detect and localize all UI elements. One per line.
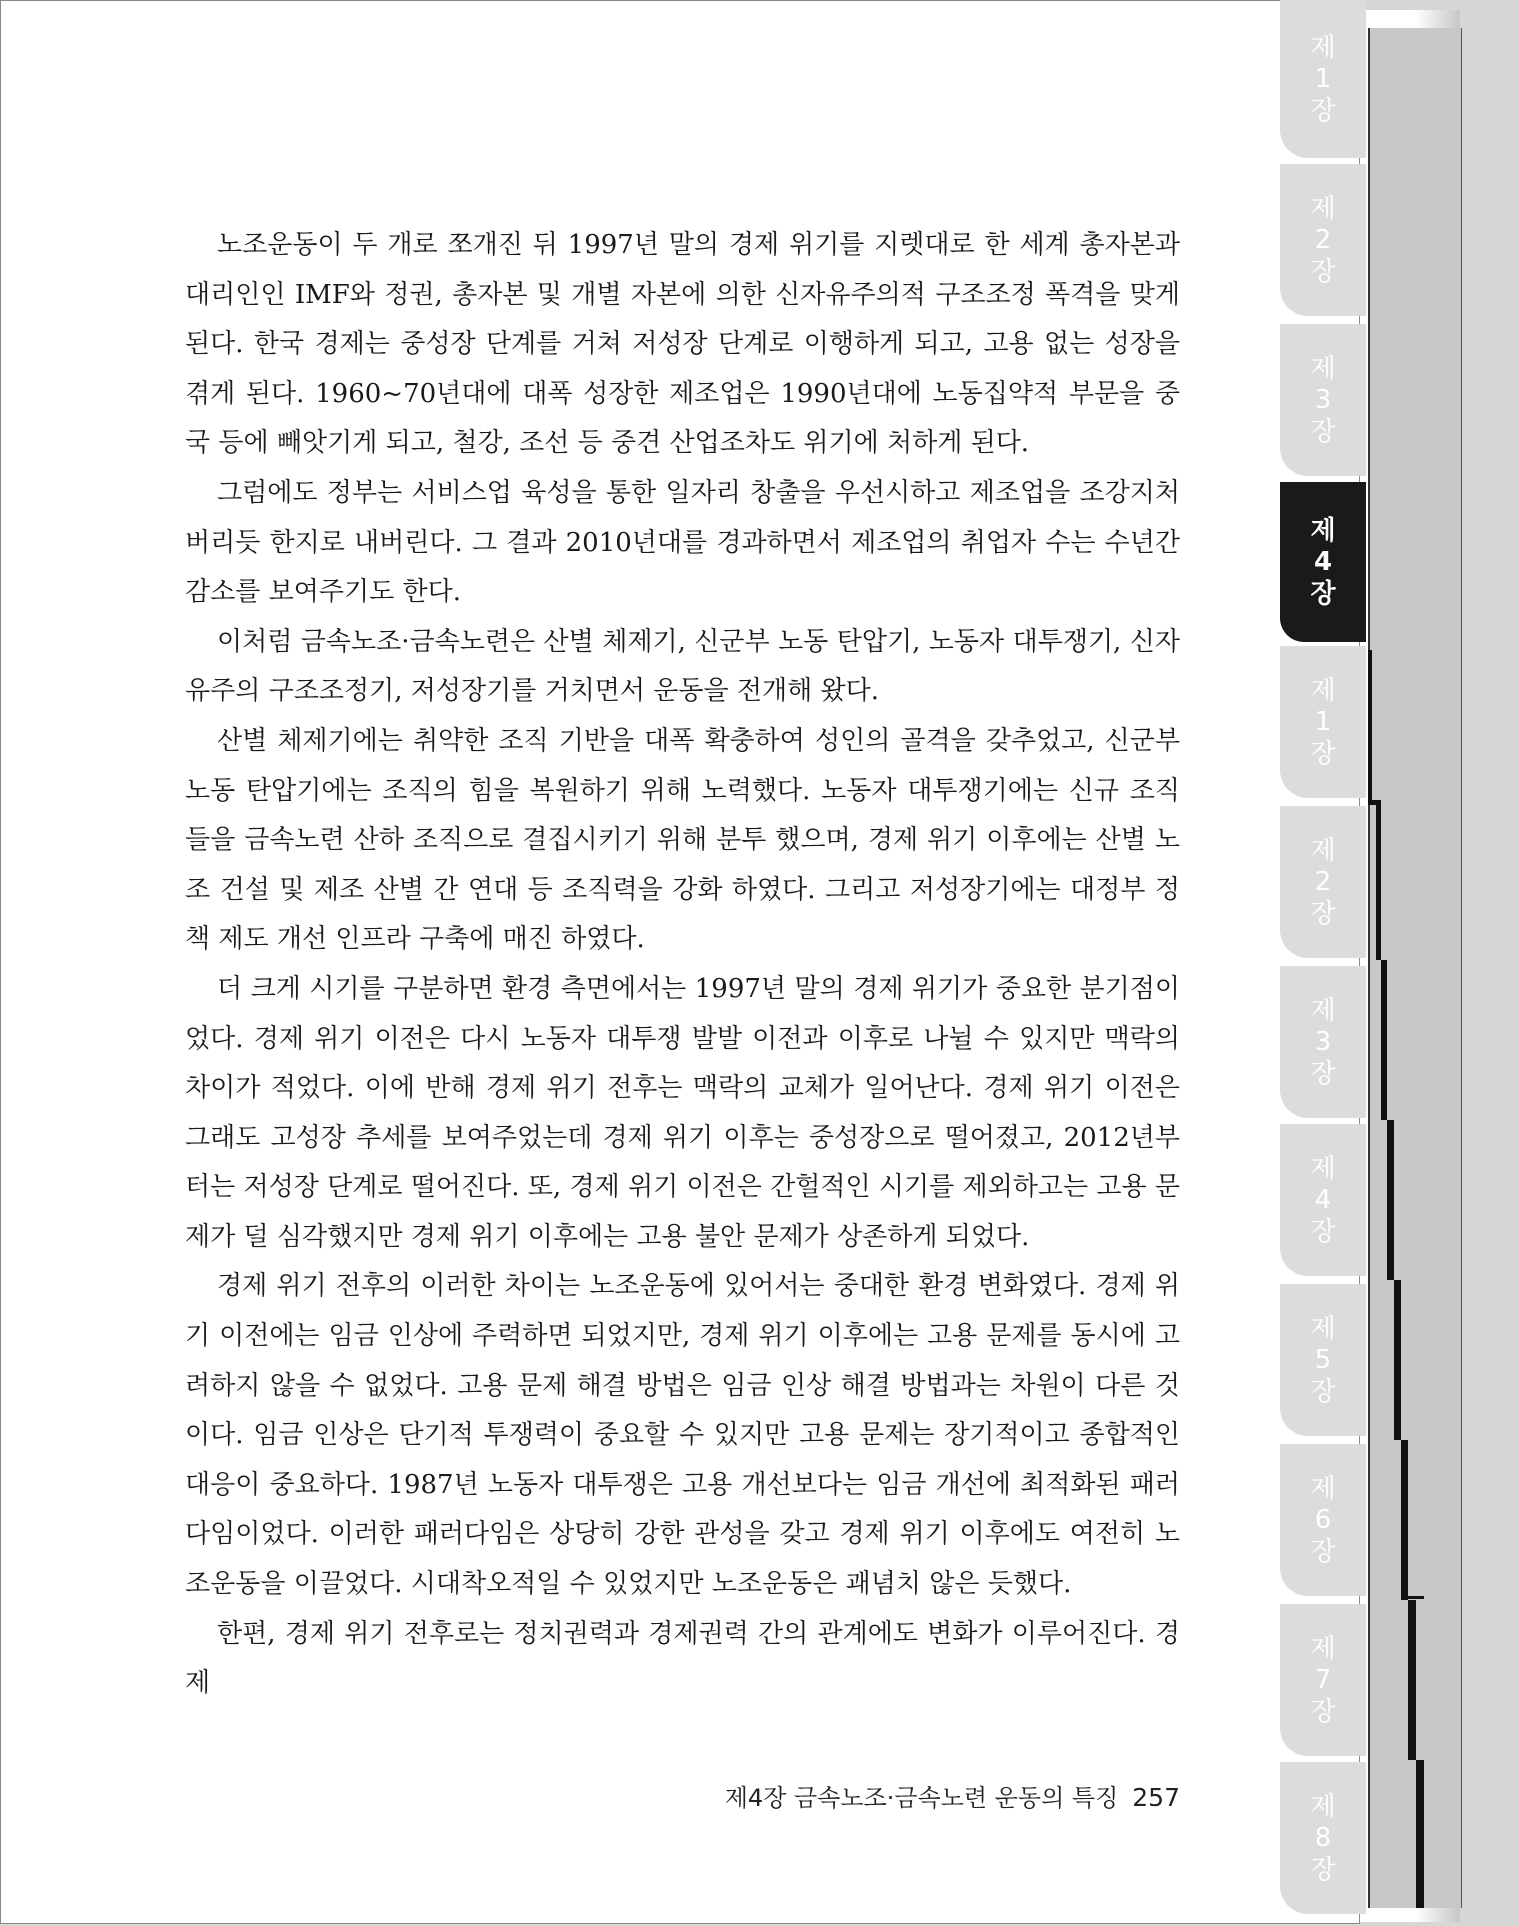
tab-suffix: 장 — [1310, 256, 1336, 287]
tab-suffix: 장 — [1310, 1696, 1336, 1727]
tab-part2-chapter-6[interactable] — [1280, 1444, 1366, 1596]
tab-number: 2 — [1314, 867, 1332, 898]
tab-suffix: 장 — [1310, 1376, 1336, 1407]
edge-marker — [1368, 650, 1372, 800]
tab-suffix: 장 — [1310, 738, 1336, 769]
tab-number: 3 — [1314, 1027, 1332, 1058]
footer-chapter-title: 제4장 금속노조·금속노련 운동의 특징 — [724, 1784, 1119, 1812]
edge-marker — [1394, 1280, 1401, 1440]
tab-suffix: 장 — [1310, 1058, 1336, 1089]
tab-chapter-2[interactable] — [1280, 164, 1366, 316]
tab-part2-chapter-1[interactable] — [1280, 646, 1366, 798]
tab-chapter-3[interactable] — [1280, 324, 1366, 476]
tab-label: 제 — [1310, 33, 1336, 64]
tab-part2-chapter-7[interactable] — [1280, 1604, 1366, 1756]
tab-label: 제 — [1310, 516, 1336, 547]
tab-number: 2 — [1314, 225, 1332, 256]
tab-chapter-1[interactable] — [1280, 0, 1366, 158]
tab-number: 1 — [1314, 707, 1332, 738]
tab-number: 5 — [1314, 1345, 1332, 1376]
edge-marker — [1408, 1596, 1424, 1599]
tab-label: 제 — [1310, 1314, 1336, 1345]
paragraph: 더 크게 시기를 구분하면 환경 측면에서는 1997년 말의 경제 위기가 중요한 분기점이었다. 경제 위기 이전은 다시 노동자 대투쟁 발발 이전과 이후로 나뉠 수 있지만 맥락의 차이가 적었다. 이에 반해 경제 위기 전후는 맥락의 교체가 일어난다. 경제 위기 이전은 그래도 고성장 추세를 보여주었는데 경제 위기 이후는 중성장으로 떨어졌고, 2012년부터는 저성장 단계로 떨어진다. 또, 경제 위기 이전은 간헐적인 시기를 제외하고는 고용 문제가 덜 심각했지만 경제 위기 이후에는 고용 불안 문제가 상존하게 되었다. — [185, 973, 1180, 1252]
tab-suffix: 장 — [1310, 416, 1336, 447]
paragraph: 산별 체제기에는 취약한 조직 기반을 대폭 확충하여 성인의 골격을 갖추었고, 신군부 노동 탄압기에는 조직의 힘을 복원하기 위해 노력했다. 노동자 대투쟁기에는 신규 조직들을 금속노련 산하 조직으로 결집시키기 위해 분투 했으며, 경제 위기 이후에는 산별 노조 건설 및 제조 산별 간 연대 등 조직력을 강화 하였다. 그리고 저성장기에는 대정부 정책 제도 개선 인프라 구축에 매진 하였다. — [185, 725, 1180, 955]
tab-label: 제 — [1310, 1474, 1336, 1505]
tab-number: 7 — [1314, 1665, 1332, 1696]
page-number: 257 — [1132, 1783, 1180, 1812]
body-text — [185, 221, 1180, 1709]
tab-part2-chapter-5[interactable] — [1280, 1284, 1366, 1436]
tab-label: 제 — [1310, 194, 1336, 225]
tab-label: 제 — [1310, 676, 1336, 707]
paragraph: 경제 위기 전후의 이러한 차이는 노조운동에 있어서는 중대한 환경 변화였다. 경제 위기 이전에는 임금 인상에 주력하면 되었지만, 경제 위기 이후에는 고용 문제를 동시에 고려하지 않을 수 없었다. 고용 문제 해결 방법은 임금 인상 해결 방법과는 차원이 다른 것이다. 임금 인상은 단기적 투쟁력이 중요할 수 있지만 고용 문제는 장기적이고 종합적인 대응이 중요하다. 1987년 노동자 대투쟁은 고용 개선보다는 임금 개선에 최적화된 패러다임이었다. 이러한 패러다임은 상당히 강한 관성을 갖고 경제 위기 이후에도 여전히 노조운동을 이끌었다. 시대착오적일 수 있었지만 노조운동은 괘념치 않은 듯했다. — [185, 1271, 1180, 1600]
tab-suffix: 장 — [1310, 898, 1336, 929]
edge-marker — [1387, 1120, 1394, 1280]
edge-marker — [1408, 1600, 1416, 1760]
tab-suffix: 장 — [1310, 1854, 1336, 1885]
paragraph: 노조운동이 두 개로 쪼개진 뒤 1997년 말의 경제 위기를 지렛대로 한 세계 총자본과 대리인인 IMF와 정권, 총자본 및 개별 자본에 의한 신자유주의적 구조조정 폭격을 맞게 된다. 한국 경제는 중성장 단계를 거쳐 저성장 단계로 이행하게 되고, 고용 없는 성장을 겪게 된다. 1960~70년대에 대폭 성장한 제조업은 1990년대에 노동집약적 부문을 중국 등에 빼앗기게 되고, 철강, 조선 등 중견 산업조차도 위기에 처하게 된다. — [185, 230, 1180, 459]
tab-label: 제 — [1310, 354, 1336, 385]
edge-marker — [1416, 1760, 1424, 1908]
tab-suffix: 장 — [1310, 1536, 1336, 1567]
tab-part2-chapter-2[interactable] — [1280, 806, 1366, 958]
tab-label: 제 — [1310, 836, 1336, 867]
paragraph: 그럼에도 정부는 서비스업 육성을 통한 일자리 창출을 우선시하고 제조업을 조강지처 버리듯 한지로 내버린다. 그 결과 2010년대를 경과하면서 제조업의 취업자 수는 수년간 감소를 보여주기도 한다. — [185, 477, 1180, 608]
tab-part2-chapter-3[interactable] — [1280, 966, 1366, 1118]
edge-marker — [1376, 800, 1381, 960]
edge-marker — [1368, 800, 1376, 805]
running-footer — [0, 1778, 1180, 1813]
tab-suffix: 장 — [1310, 578, 1336, 609]
tab-label: 제 — [1310, 1792, 1336, 1823]
tab-label: 제 — [1310, 1634, 1336, 1665]
edge-marker — [1401, 1440, 1408, 1600]
tab-label: 제 — [1310, 1154, 1336, 1185]
tab-part2-chapter-8[interactable] — [1280, 1762, 1366, 1914]
tab-number: 4 — [1313, 547, 1333, 578]
tab-chapter-4-active[interactable] — [1280, 482, 1366, 642]
paragraph: 한편, 경제 위기 전후로는 정치권력과 경제권력 간의 관계에도 변화가 이루어진다. 경제 — [185, 1618, 1180, 1699]
tab-number: 6 — [1314, 1505, 1332, 1536]
paragraph: 이처럼 금속노조·금속노련은 산별 체제기, 신군부 노동 탄압기, 노동자 대투쟁기, 신자유주의 구조조정기, 저성장기를 거치면서 운동을 전개해 왔다. — [185, 626, 1180, 707]
tab-number: 1 — [1314, 64, 1332, 95]
tab-number: 8 — [1314, 1823, 1332, 1854]
tab-part2-chapter-4[interactable] — [1280, 1124, 1366, 1276]
edge-marker — [1381, 960, 1387, 1120]
tab-suffix: 장 — [1310, 1216, 1336, 1247]
tab-number: 4 — [1314, 1185, 1332, 1216]
tab-suffix: 장 — [1310, 95, 1336, 126]
tab-label: 제 — [1310, 996, 1336, 1027]
tab-number: 3 — [1314, 385, 1332, 416]
